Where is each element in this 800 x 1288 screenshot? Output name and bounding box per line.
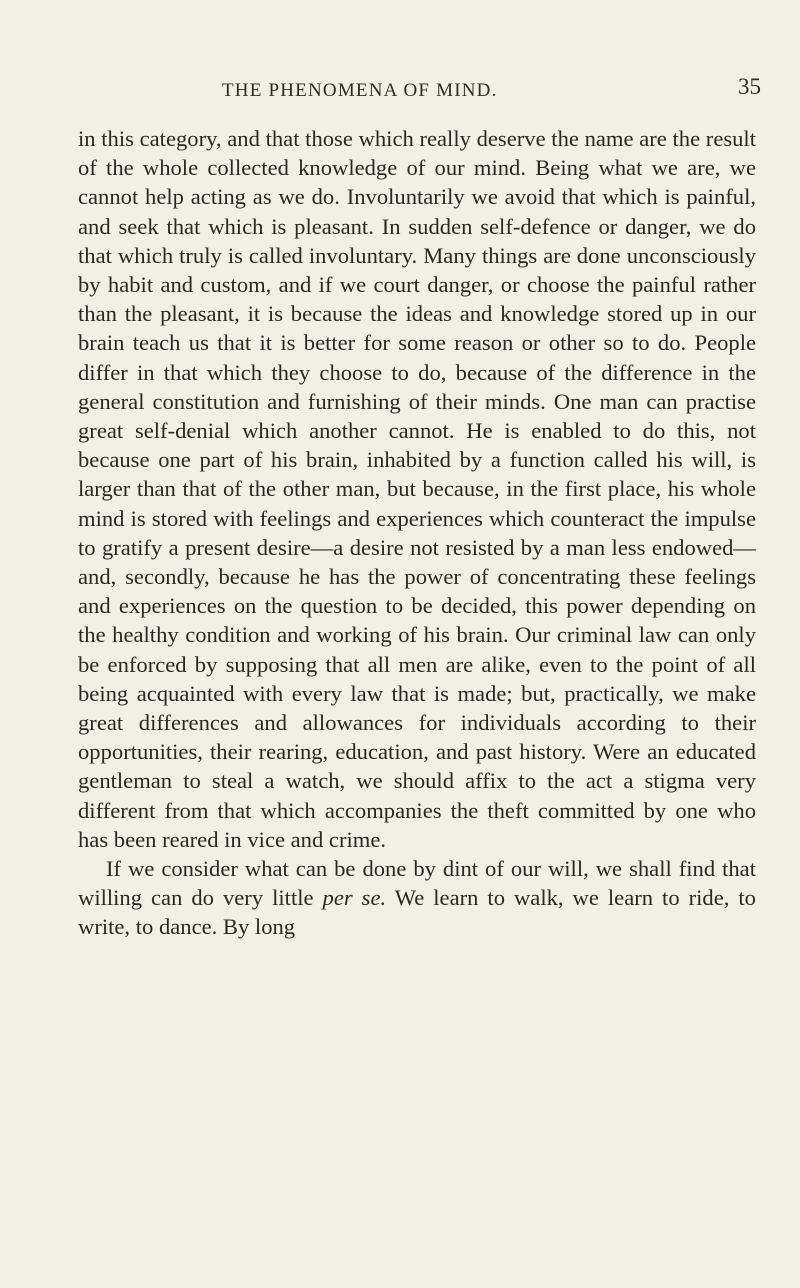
running-head: THE PHENOMENA OF MIND.	[222, 80, 498, 101]
paragraph-1-text: in this category, and that those which really deserve the name are the result of the whole collected knowledge of our mind. Being what we are, we cannot help acting as we do. Involuntarily we avoid that which is painful, and seek that which is pleasant. In sudden self-defence or danger, we do that which truly is called involuntary. Many things are done unconsciously by habit and custom, and if we court danger, or choose the painful rather than the pleasant, it is because the ideas and knowledge stored up in our brain teach us that it is better for some reason or other so to do. People differ in that which they choose to do, because of the difference in the general constitution and furnishing of their minds. One man can practise great self-denial which another cannot. He is enabled to do this, not because one part of his brain, inhabited by a function called his will, is larger than that of the other man, but because, in the first place, his whole mind is stored with feelings and experiences which counteract the impulse to gratify a present desire—a desire not resisted by a man less endowed—and, secondly, because he has the power of concentrating these feelings and experiences on the question to be decided, this power depending on the healthy condition and working of his brain. Our criminal law can only be enforced by supposing that all men are alike, even to the point of all being acquainted with every law that is made; but, practically, we make great differences and allowances for individuals according to their opportunities, their rearing, education, and past history. Were an educated gentleman to steal a watch, we should affix to the act a stigma very different from that which accompanies the theft committed by one who has been reared in vice and crime.	[78, 126, 756, 852]
page-number: 35	[738, 74, 761, 99]
paragraph-2	[78, 854, 756, 942]
italic-phrase: per se.	[322, 885, 387, 911]
paragraph-2-text: If we consider what can be done by dint of our will, we shall find that willing can do very little	[78, 856, 756, 911]
paragraph-2-text-end: We learn to walk, we learn to ride, to write, to dance. By long	[78, 885, 756, 940]
body-text	[78, 124, 756, 942]
paragraph-1	[78, 124, 756, 854]
